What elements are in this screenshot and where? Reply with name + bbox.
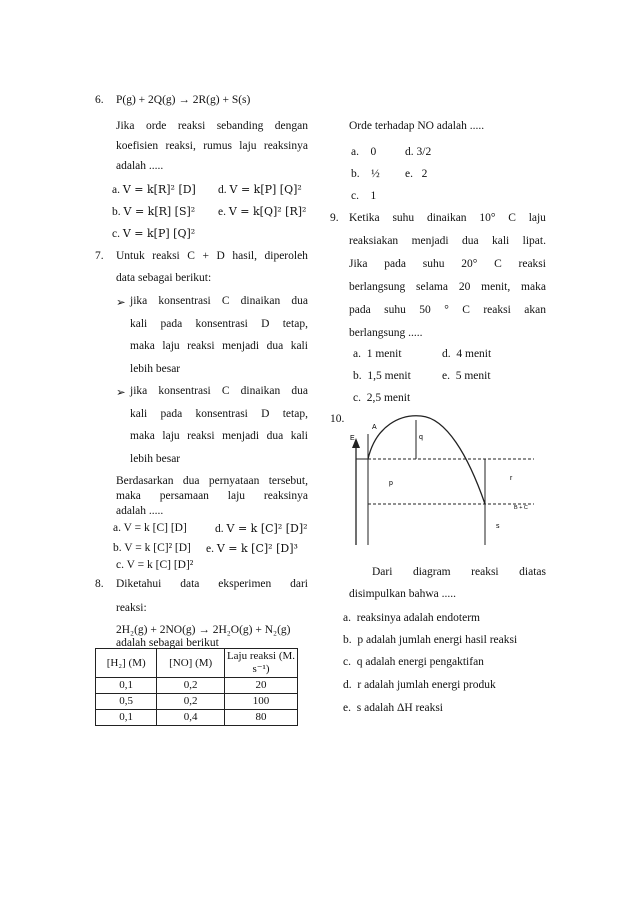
word: berlangsung [349,281,406,293]
word: diagram [412,566,451,578]
option-letter: b. [353,370,362,382]
word: menjadi [222,340,260,352]
word: dua [182,475,200,487]
option-letter: e. [442,370,450,382]
q6-text-line [116,140,308,152]
q8-eq-left: 2H₂(g) + 2NO(g) [116,624,199,636]
option-text: 4 menit [456,348,492,360]
q9-text-line [349,304,546,316]
option-text: V = k [C]² [D] [124,542,191,554]
word: konsentrasi [158,385,211,397]
q6-option-a[interactable] [112,183,196,196]
q9-text-line [349,258,546,270]
option-letter: d. [405,146,414,158]
word: reaksiakan [349,235,399,247]
word: persamaan [159,490,209,502]
option-text: V = k [C]² [D]² [226,522,308,535]
word: dua [462,235,479,247]
option-letter: c. [112,228,120,240]
word: pada [160,408,183,420]
word: laju [239,140,257,152]
q7-bullet1-line [130,340,308,352]
word: dinaikan [240,385,281,397]
option-letter: b. [343,634,352,646]
word: dinaikan [240,295,281,307]
table-cell: 0,1 [96,710,157,726]
q8-option-d[interactable] [405,146,431,158]
table-header: Laju reaksi (M. s⁻¹) [225,649,298,678]
word: jika [130,385,148,397]
option-letter: e. [343,702,351,714]
q10-option-d[interactable] [343,679,496,691]
q10-option-c[interactable] [343,656,484,668]
option-letter: b. [112,206,121,218]
q7-bullet1-last: lebih besar [130,363,181,375]
word: reaksi [187,430,215,442]
q9-text-line [349,281,546,293]
option-letter: e. [405,168,413,180]
q7-bullet2-line [130,430,308,442]
q9-text-line [349,212,546,224]
option-letter: c. [351,190,359,202]
q6-equation [116,94,250,106]
word: reaksi [152,250,180,262]
word: D [261,318,270,330]
word: Diketahui [116,578,162,590]
q6-text-line [116,120,308,132]
option-text: 2,5 menit [366,392,411,404]
q8-option-e[interactable] [405,168,427,180]
word: menjadi [411,235,449,247]
word: maka [116,490,141,502]
word: laju [227,490,246,502]
label-q: q [419,434,423,441]
word: menit, [481,281,511,293]
arrow-icon: → [178,94,190,106]
q9-option-d[interactable] [442,348,491,360]
word: koefisien [116,140,159,152]
table-row [96,710,298,726]
word: Berdasarkan [116,475,174,487]
q6-option-d[interactable] [218,183,302,196]
option-letter: d. [343,679,352,691]
word: dari [290,578,308,590]
q8-order-question: Orde terhadap NO adalah ..... [349,120,485,132]
word: pada [160,318,183,330]
option-letter: a. [351,146,359,158]
q6-number: 6. [95,94,104,106]
q7-option-d[interactable] [215,522,308,535]
word: C [221,385,230,397]
q8-option-a[interactable] [351,146,376,158]
word: dinaikan [426,212,467,224]
word: Jika [116,120,135,132]
word: maka [130,430,155,442]
word: + [202,250,209,262]
table-cell: 0,2 [157,694,225,710]
table-cell: 0,5 [96,694,157,710]
q6-option-b[interactable] [112,205,195,218]
table-row [96,678,298,694]
option-text: 1 [370,190,377,202]
word: rumus [203,140,232,152]
q6-option-e[interactable] [218,205,306,218]
arrow-icon: → [198,624,210,636]
table-cell: 100 [225,694,298,710]
q7-intro-line [116,250,308,262]
word: Dari [372,566,393,578]
word: dua [291,295,308,307]
q8-equation [116,624,290,636]
word: kali [492,235,510,247]
option-text: 1 menit [366,348,402,360]
q7-option-e[interactable] [206,542,298,555]
q8-option-b[interactable] [351,168,380,180]
q9-option-e[interactable] [442,370,491,382]
word: reaksi [187,340,215,352]
word: kali [290,430,308,442]
word: 20° [461,258,478,270]
option-letter: e. [218,206,226,218]
word: orde [145,120,167,132]
word: menjadi [222,430,260,442]
word: suhu [422,258,445,270]
q6-text-last: adalah ..... [116,160,164,172]
word: maka [521,281,546,293]
bullet-arrow-icon: ➢ [116,387,126,399]
word: reaksi [177,120,206,132]
word: konsentrasi [195,318,248,330]
option-text: 5 menit [455,370,491,382]
q6-option-c[interactable] [112,227,195,240]
q8-number: 8. [95,578,104,590]
option-text: s adalah ΔH reaksi [356,702,444,714]
word: C [508,212,516,224]
q7-option-b[interactable] [113,542,191,554]
word: kali [130,318,148,330]
word: diperoleh [264,250,308,262]
q10-number: 10. [330,413,345,425]
q9-option-b[interactable] [353,370,411,382]
q7-bullet2-line [130,385,308,397]
word: sebanding [216,120,264,132]
word: reaksi [518,258,546,270]
option-letter: d. [218,184,227,196]
word: C [494,258,502,270]
table-header: [H₂] (M) [96,649,157,678]
option-text: reaksinya adalah endoterm [356,612,480,624]
option-letter: b. [113,542,122,554]
bullet-arrow-icon: ➢ [116,297,126,309]
option-letter: d. [215,523,224,535]
label-a: A [372,424,377,431]
word: suhu [392,212,415,224]
option-letter: c. [343,656,351,668]
q7-bullet2-line [130,408,308,420]
word: diatas [519,566,546,578]
label-r: r [510,475,513,482]
label-b-plus-c: B + C [514,505,528,511]
option-text: p adalah jumlah energi hasil reaksi [357,634,518,646]
word: 50 [419,304,431,316]
q7-conclusion-line [116,475,308,487]
q10-option-e[interactable] [343,702,443,714]
label-s: s [496,523,500,530]
word: dua [266,430,284,442]
option-text: V = k[Q]² [R]² [228,205,307,218]
q8-option-c[interactable] [351,190,376,202]
word: laju [162,340,180,352]
q8-intro-line [116,578,308,590]
option-text: V = k[P] [Q]² [229,183,302,196]
q6-eq-left: P(g) + 2Q(g) [116,94,179,106]
word: C [187,250,195,262]
word: reaksi [471,566,499,578]
word: pernyataan [208,475,260,487]
table-cell: 80 [225,710,298,726]
table-cell: 0,4 [157,710,225,726]
word: tetap, [282,408,308,420]
word: reaksi, [165,140,196,152]
word: tetap, [282,318,308,330]
word: hasil, [232,250,257,262]
option-text: q adalah energi pengaktifan [356,656,484,668]
option-text: V = k [C] [D] [123,522,187,534]
q8-intro-last: reaksi: [116,602,147,614]
word: dua [266,340,284,352]
word: dua [291,385,308,397]
word: selama [416,281,448,293]
word: ° [444,304,449,316]
option-text: 1,5 menit [367,370,411,382]
option-text: V = k [C]² [D]³ [216,542,298,555]
option-letter: a. [113,522,121,534]
table-cell: 20 [225,678,298,694]
word: konsentrasi [158,295,211,307]
q7-option-c[interactable] [116,559,193,571]
option-text: ½ [371,168,380,180]
word: dengan [274,120,308,132]
word: konsentrasi [195,408,248,420]
reaction-curve [368,416,485,504]
word: akan [524,304,546,316]
word: tersebut, [268,475,308,487]
table-row [96,694,298,710]
option-text: 2 [421,168,428,180]
word: Jika [349,258,368,270]
option-letter: a. [112,184,120,196]
q7-bullet1-line [130,318,308,330]
word: reaksinya [263,140,308,152]
word: D [261,408,270,420]
label-e: E [350,435,355,442]
option-letter: b. [351,168,360,180]
word: lipat. [522,235,546,247]
word: D [216,250,225,262]
word: reaksi [483,304,511,316]
word: kali [290,340,308,352]
word: C [462,304,470,316]
option-letter: e. [206,543,214,555]
option-text: V = k[P] [Q]² [122,227,196,240]
option-letter: a. [353,348,361,360]
q7-conclusion-last: adalah ..... [116,505,164,517]
word: C [221,295,230,307]
q8-eq-right: 2H₂O(g) + N₂(g) [209,624,291,636]
word: Untuk [116,250,145,262]
table-cell: 0,1 [96,678,157,694]
energy-diagram [346,410,546,545]
q7-number: 7. [95,250,104,262]
word: eksperimen [218,578,272,590]
word: data [180,578,200,590]
word: jika [130,295,148,307]
word: 10° [479,212,496,224]
option-text: r adalah jumlah energi produk [357,679,496,691]
word: maka [130,340,155,352]
word: kali [130,408,148,420]
table-header: [NO] (M) [157,649,225,678]
option-text: V = k[R]² [D] [122,183,196,196]
q10-intro-last: disimpulkan bahwa ..... [349,588,456,600]
q7-bullet2-last: lebih besar [130,453,181,465]
q9-option-c[interactable] [353,392,410,404]
q10-option-a[interactable] [343,612,480,624]
q8-data-table [95,648,298,726]
q7-option-a[interactable] [113,522,187,534]
q6-eq-right: 2R(g) + S(s) [189,94,251,106]
q9-text-last: berlangsung ..... [349,327,423,339]
q7-conclusion-line [116,490,308,502]
table-cell: 0,2 [157,678,225,694]
word: reaksinya [263,490,308,502]
word: suhu [384,304,406,316]
option-text: V = k[R] [S]² [123,205,196,218]
label-p: p [389,480,393,487]
option-text: 3/2 [416,146,432,158]
table-header-row [96,649,298,678]
q9-option-a[interactable] [353,348,402,360]
word: laju [162,430,180,442]
q7-bullet1-line [130,295,308,307]
word: pada [349,304,371,316]
option-letter: a. [343,612,351,624]
q7-intro-last: data sebagai berikut: [116,272,212,284]
option-letter: c. [353,392,361,404]
q8-after: adalah sebagai berikut [116,637,219,649]
word: Ketika [349,212,380,224]
option-letter: d. [442,348,451,360]
word: pada [384,258,406,270]
word: 20 [458,281,471,293]
option-letter: c. [116,559,124,571]
word: laju [528,212,546,224]
option-text: V = k [C] [D]² [126,559,194,571]
q9-text-line [349,235,546,247]
q10-option-b[interactable] [343,634,517,646]
option-text: 0 [370,146,377,158]
q10-intro-line [372,566,546,578]
q9-number: 9. [330,212,339,224]
